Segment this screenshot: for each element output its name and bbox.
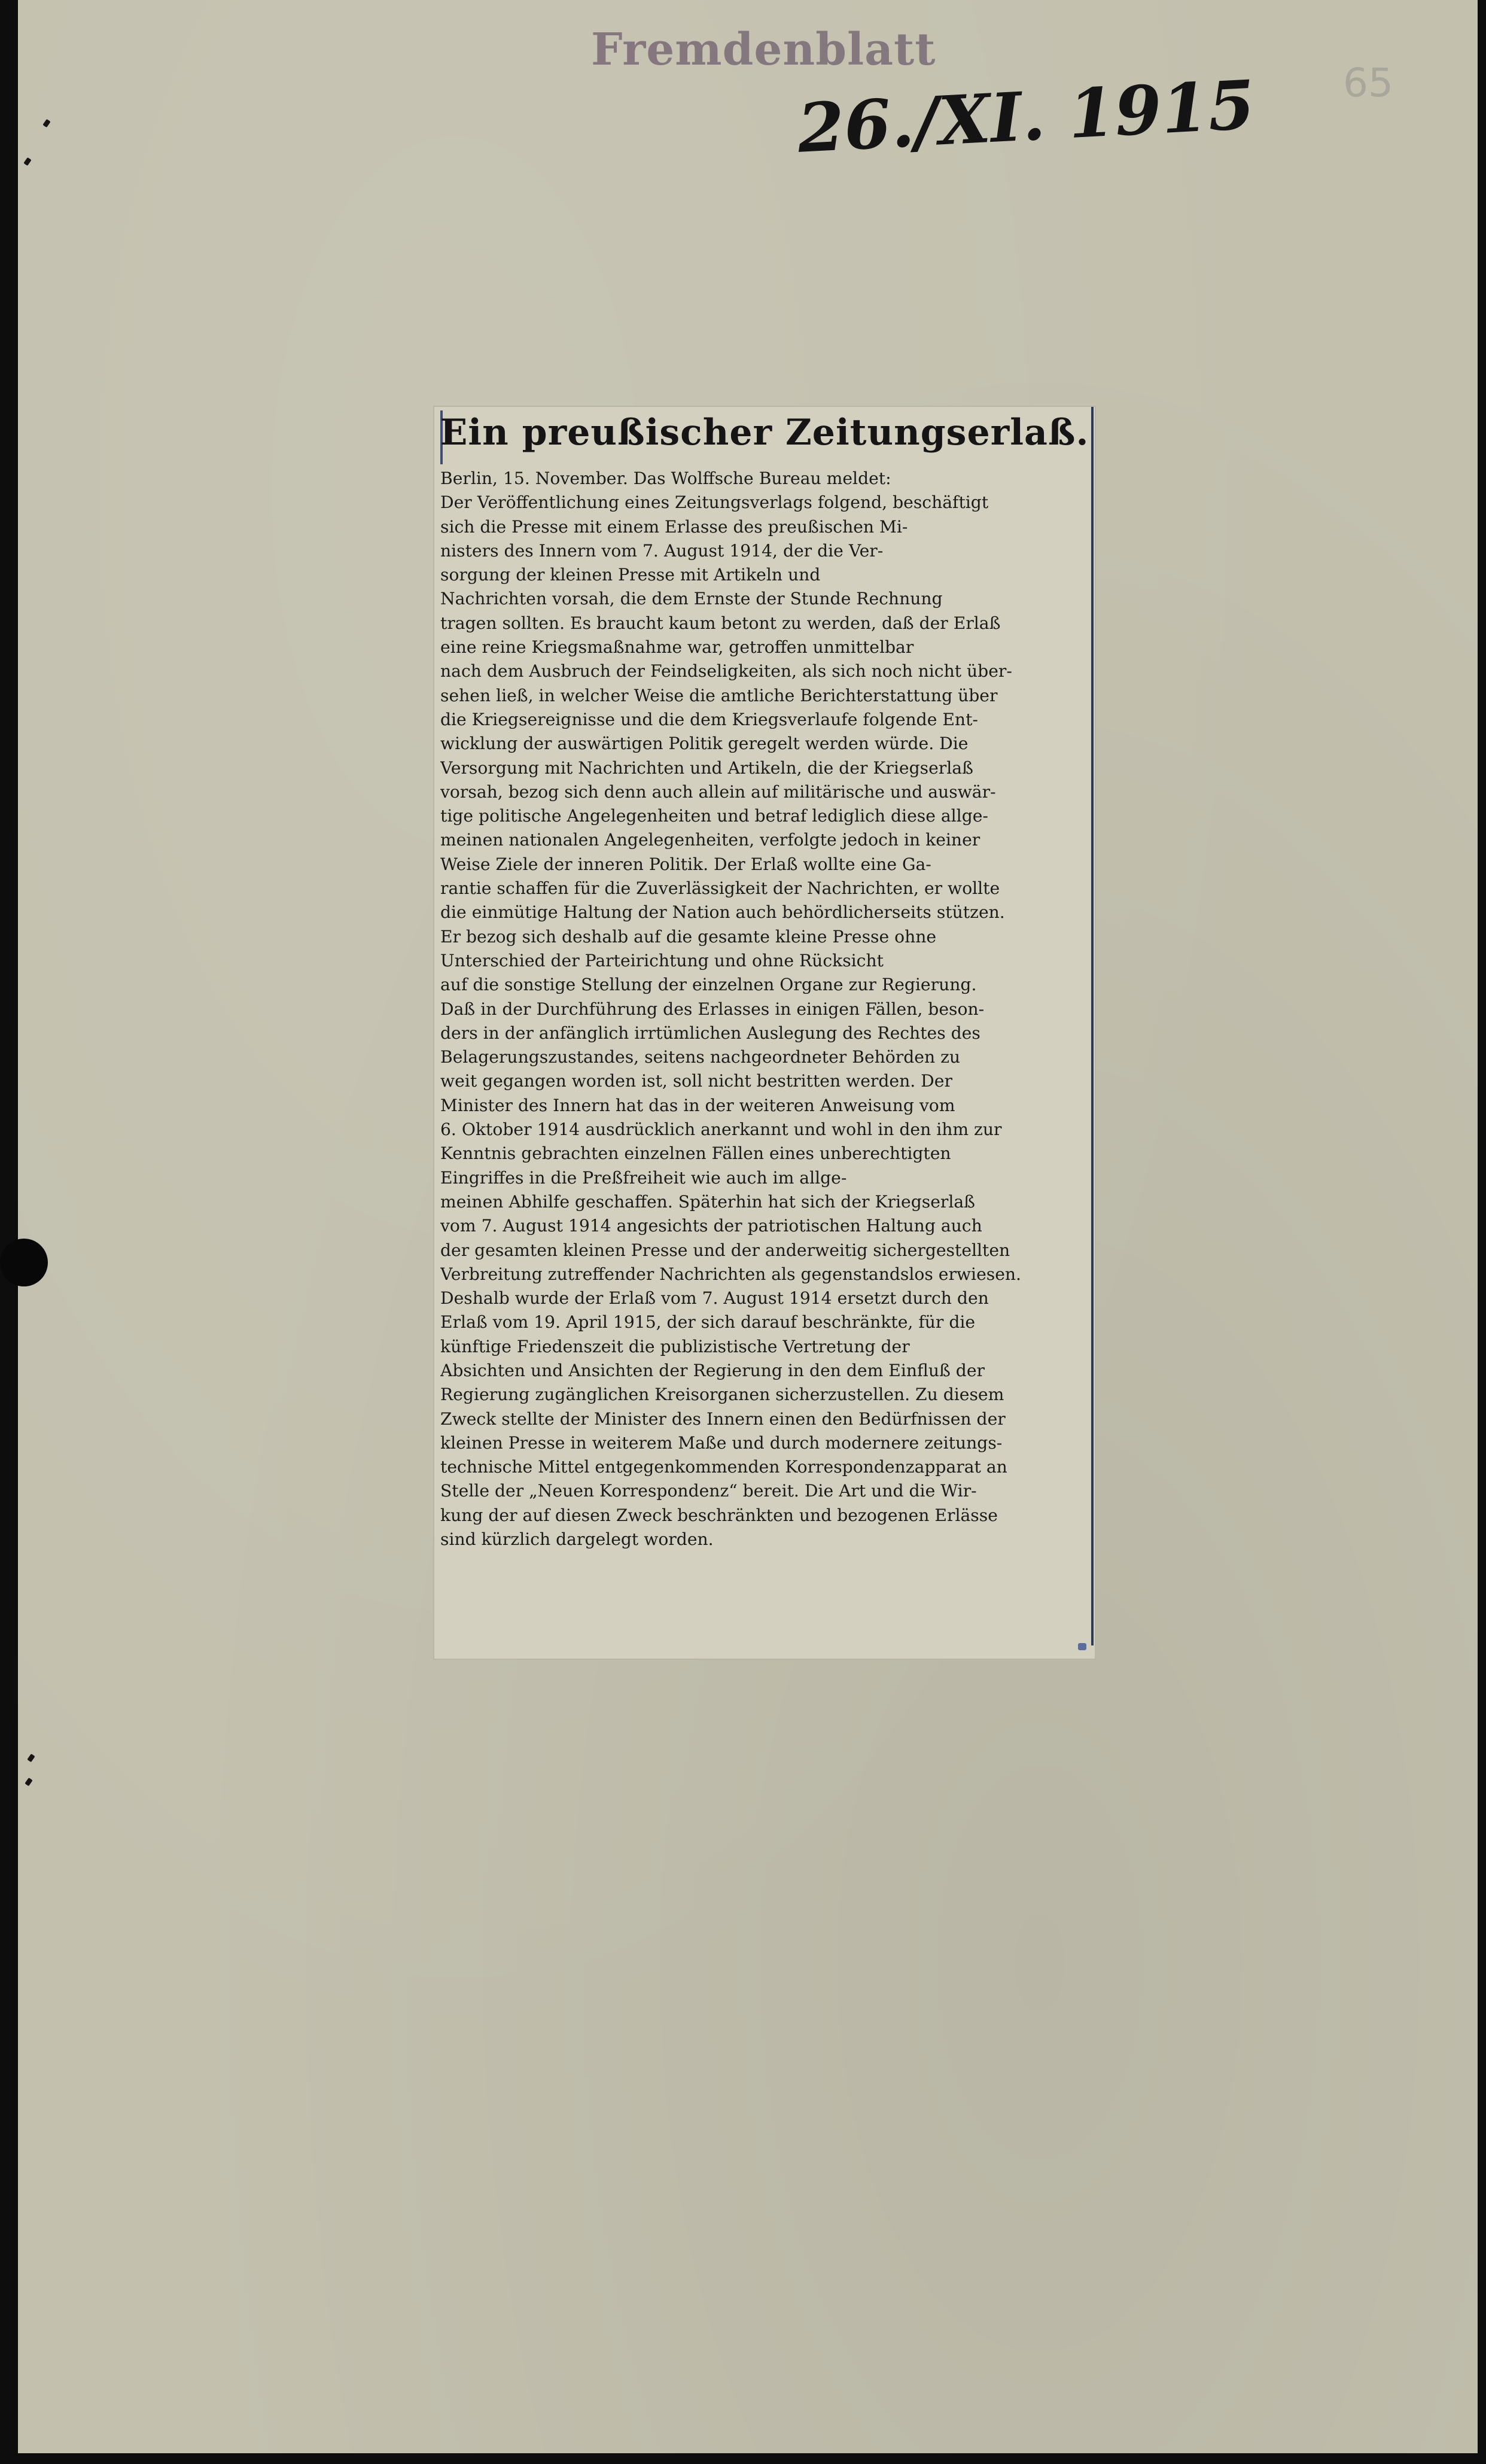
article-line: sind kürzlich dargelegt worden. <box>440 1529 714 1550</box>
article-line: sorgung der kleinen Presse mit Artikeln und <box>440 565 821 585</box>
article-line: Daß in der Durchführung des Erlasses in einigen Fällen, beson- <box>440 999 985 1019</box>
article-line: Berlin, 15. November. Das Wolffsche Bureau meldet: <box>440 469 891 488</box>
article-line: meinen Abhilfe geschaffen. Späterhin hat sich der Kriegserlaß <box>440 1191 976 1212</box>
folio-number: 65 <box>1343 60 1393 106</box>
article-line: Regierung zugänglichen Kreisorganen sicherzustellen. Zu diesem <box>440 1385 1004 1405</box>
article-line: vorsah, bezog sich denn auch allein auf militärische und auswär- <box>440 781 996 802</box>
article-line: Der Veröffentlichung eines Zeitungsverlags folgend, beschäftigt <box>440 492 989 513</box>
article-line: Eingriffes in die Preßfreiheit wie auch im allge- <box>440 1167 847 1188</box>
article-line: tige politische Angelegenheiten und betraf lediglich diese allge- <box>440 806 988 826</box>
article-line: kung der auf diesen Zweck beschränkten und bezogenen Erlässe <box>440 1505 998 1525</box>
article-line: 6. Oktober 1914 ausdrücklich anerkannt und wohl in den ihm zur <box>440 1120 1002 1140</box>
article-line: Erlaß vom 19. April 1915, der sich darauf beschränkte, für die <box>440 1312 976 1333</box>
article-line: meinen nationalen Angelegenheiten, verfolgte jedoch in keiner <box>440 830 980 850</box>
article-line: rantie schaffen für die Zuverlässigkeit der Nachrichten, er wollte <box>440 878 1000 899</box>
article-line: eine reine Kriegsmaßnahme war, getroffen unmittelbar <box>440 637 914 658</box>
article-line: nisters des Innern vom 7. August 1914, der die Ver- <box>440 540 884 561</box>
newspaper-stamp: Fremdenblatt <box>591 24 936 75</box>
handwritten-date: 26./XI. 1915 <box>796 65 1257 168</box>
article-line: kleinen Presse in weiterem Maße und durch modernere zeitungs- <box>440 1432 1003 1453</box>
article-line: Er bezog sich deshalb auf die gesamte kleine Presse ohne <box>440 926 937 947</box>
archive-sheet <box>18 0 1478 2453</box>
article-line: die Kriegsereignisse und die dem Kriegsverlaufe folgende Ent- <box>440 709 978 729</box>
article-line: wicklung der auswärtigen Politik geregelt werden würde. Die <box>440 734 969 754</box>
edge-mark <box>27 1754 35 1762</box>
column-rule-right <box>1091 407 1094 1645</box>
article-line: ders in der anfänglich irrtümlichen Auslegung des Rechtes des <box>440 1023 980 1043</box>
article-line: Minister des Innern hat das in der weiteren Anweisung vom <box>440 1095 955 1115</box>
article-line: Absichten und Ansichten der Regierung in den dem Einfluß der <box>440 1360 985 1380</box>
article-line: auf die sonstige Stellung der einzelnen Organe zur Regierung. <box>440 975 977 995</box>
article-body <box>440 467 1089 1552</box>
article-line: nach dem Ausbruch der Feindseligkeiten, als sich noch nicht über- <box>440 661 1012 682</box>
article-line: sehen ließ, in welcher Weise die amtliche Berichterstattung über <box>440 685 998 705</box>
article-line: Verbreitung zutreffender Nachrichten als gegenstandslos erwiesen. <box>440 1264 1022 1284</box>
article-line: Zweck stellte der Minister des Innern einen den Bedürfnissen der <box>440 1409 1006 1429</box>
edge-mark <box>42 119 50 127</box>
article-line: Nachrichten vorsah, die dem Ernste der Stunde Rechnung <box>440 589 943 609</box>
newspaper-clipping <box>434 407 1095 1659</box>
article-line: der gesamten kleinen Presse und der anderweitig sichergestellten <box>440 1240 1010 1260</box>
article-line: sich die Presse mit einem Erlasse des preußischen Mi- <box>440 516 908 537</box>
article-line: Deshalb wurde der Erlaß vom 7. August 1914 ersetzt durch den <box>440 1288 989 1309</box>
article-line: die einmütige Haltung der Nation auch behördlicherseits stützen. <box>440 902 1005 923</box>
article-line: Kenntnis gebrachten einzelnen Fällen eines unberechtigten <box>440 1143 951 1164</box>
edge-mark <box>23 157 31 166</box>
article-line: weit gegangen worden ist, soll nicht bestritten werden. Der <box>440 1071 952 1091</box>
edge-mark <box>25 1778 32 1786</box>
article-line: Weise Ziele der inneren Politik. Der Erlaß wollte eine Ga- <box>440 854 931 874</box>
article-headline: Ein preußischer Zeitungserlaß. <box>440 412 1089 454</box>
article-line: vom 7. August 1914 angesichts der patriotischen Haltung auch <box>440 1216 982 1236</box>
article-line: Versorgung mit Nachrichten und Artikeln, die der Kriegserlaß <box>440 758 973 778</box>
article-line: tragen sollten. Es braucht kaum betont zu werden, daß der Erlaß <box>440 613 1001 633</box>
punch-hole <box>0 1239 48 1286</box>
article-line: künftige Friedenszeit die publizistische Vertretung der <box>440 1336 910 1356</box>
article-line: Stelle der „Neuen Korrespondenz“ bereit. Die Art und die Wir- <box>440 1481 977 1501</box>
ink-dot <box>1078 1643 1086 1650</box>
article-line: Unterschied der Parteirichtung und ohne Rücksicht <box>440 950 884 971</box>
article-line: Belagerungszustandes, seitens nachgeordneter Behörden zu <box>440 1047 961 1067</box>
article-line: technische Mittel entgegenkommenden Korrespondenzapparat an <box>440 1457 1007 1477</box>
